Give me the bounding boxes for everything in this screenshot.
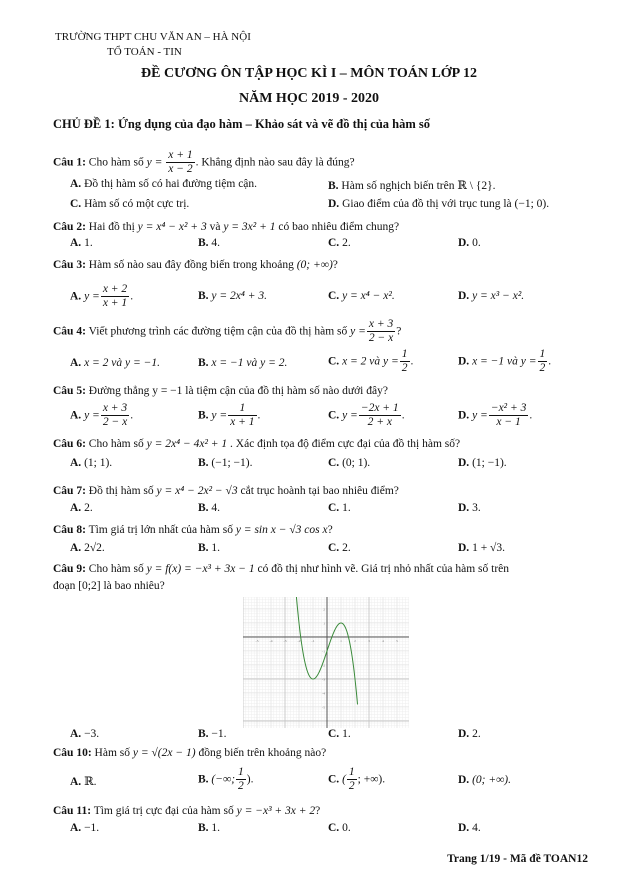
- option-11d[interactable]: [458, 822, 481, 834]
- option-text: 4.: [208, 237, 221, 249]
- option-text: .: [529, 409, 533, 422]
- question-4: [53, 318, 401, 345]
- option-5a[interactable]: [70, 402, 133, 429]
- question-text: Đường thẳng y = −1 là tiệm cận của đồ thị hàm số nào dưới đây?: [85, 385, 388, 397]
- option-text: y = x⁴ − x².: [339, 290, 395, 302]
- option-6d[interactable]: [458, 457, 507, 469]
- option-text: 1.: [208, 542, 221, 554]
- option-text: (0; 1).: [339, 457, 371, 469]
- topic-label: CHỦ ĐỀ 1:: [53, 117, 115, 131]
- math-expr: y = x⁴ − x² + 3: [137, 221, 207, 233]
- option-6c[interactable]: [328, 457, 370, 469]
- option-text: .: [410, 355, 414, 368]
- option-text: .: [130, 290, 134, 303]
- option-11c[interactable]: [328, 822, 351, 834]
- option-text: .: [257, 409, 261, 422]
- y-tick-label: -1: [322, 649, 325, 654]
- option-8b[interactable]: [198, 542, 220, 554]
- x-tick-label: -5: [255, 639, 259, 643]
- denominator: x + 1: [230, 416, 255, 429]
- option-text: 4.: [208, 502, 221, 514]
- question-text: Tìm giá trị cực đại của hàm số: [91, 805, 237, 817]
- option-5c[interactable]: [328, 402, 405, 429]
- option-2b[interactable]: [198, 237, 220, 249]
- question-5: [53, 385, 388, 397]
- option-key: A.: [70, 457, 82, 469]
- option-key: D.: [458, 409, 470, 422]
- option-text: (1; −1).: [469, 457, 507, 469]
- option-5d[interactable]: [458, 402, 532, 429]
- option-key: B.: [198, 357, 209, 369]
- option-text: Đồ thị hàm số có hai đường tiệm cận.: [81, 178, 258, 190]
- question-text: Tìm giá trị lớn nhất của hàm số: [85, 524, 236, 536]
- option-key: A.: [70, 542, 82, 554]
- question-label: Câu 3:: [53, 259, 86, 271]
- y-tick-label: -2: [322, 663, 325, 668]
- question-label: Câu 10:: [53, 747, 92, 759]
- option-8d[interactable]: [458, 542, 505, 554]
- numerator: 1: [400, 348, 410, 362]
- option-9d[interactable]: [458, 728, 481, 740]
- option-2a[interactable]: [70, 237, 93, 249]
- option-key: B.: [198, 237, 209, 249]
- question-text: . Khẳng định nào sau đây là đúng?: [195, 156, 355, 169]
- option-9a[interactable]: [70, 728, 99, 740]
- fraction: [101, 283, 129, 310]
- question-text: ?: [396, 325, 402, 338]
- option-key: A.: [70, 776, 82, 788]
- option-text: ).: [246, 773, 254, 786]
- question-text: ?: [327, 524, 333, 536]
- option-9b[interactable]: [198, 728, 227, 740]
- option-key: D.: [458, 728, 470, 740]
- denominator: x − 1: [496, 416, 521, 429]
- option-text: 4.: [469, 822, 481, 834]
- option-2d[interactable]: [458, 237, 481, 249]
- question-text: Cho hàm số: [85, 563, 147, 575]
- fraction: [489, 402, 529, 429]
- math-expr: (: [339, 773, 346, 786]
- x-tick-label: 1: [340, 639, 342, 643]
- option-text: 3.: [469, 502, 481, 514]
- question-11: [53, 805, 320, 817]
- option-text: .: [130, 409, 134, 422]
- option-key: B.: [198, 502, 209, 514]
- option-text: 1 + √3.: [469, 542, 505, 554]
- option-text: 1.: [339, 728, 351, 740]
- function-graph: [243, 597, 409, 728]
- x-tick-label: -2: [297, 639, 301, 643]
- option-4a[interactable]: [70, 357, 160, 369]
- fraction: [367, 318, 395, 345]
- question-text: Hàm số nào sau đây đồng biến trong khoảng: [85, 259, 297, 271]
- option-key: A.: [70, 237, 82, 249]
- option-text: Hàm số nghịch biến trên ℝ \ {2}.: [338, 180, 496, 192]
- question-label: Câu 8:: [53, 524, 86, 536]
- numerator: x + 3: [367, 318, 395, 332]
- option-key: D.: [458, 355, 470, 368]
- option-text: Giao điểm của đồ thị với trục tung là (−1; 0).: [339, 198, 550, 210]
- option-key: A.: [70, 822, 82, 834]
- fraction: [166, 149, 194, 176]
- option-key: C.: [70, 198, 82, 210]
- question-text: Cho hàm số: [85, 156, 147, 169]
- x-tick-label: -3: [283, 639, 287, 643]
- option-7c[interactable]: [328, 502, 351, 514]
- math-expr: y = x⁴ − 2x² − √3: [156, 485, 238, 497]
- math-expr: y = sin x − √3 cos x: [235, 524, 328, 536]
- option-key: B.: [328, 180, 339, 192]
- option-4c[interactable]: [328, 348, 413, 375]
- option-4d[interactable]: [458, 348, 551, 375]
- option-text: 2.: [81, 502, 93, 514]
- option-3a[interactable]: [70, 283, 133, 310]
- question-10: [53, 747, 326, 759]
- option-text: (−1; −1).: [208, 457, 253, 469]
- option-8a[interactable]: [70, 542, 105, 554]
- question-label: Câu 5:: [53, 385, 86, 397]
- math-expr: x = 2 và y =: [339, 355, 399, 368]
- option-text: (0; +∞).: [469, 774, 512, 786]
- option-key: B.: [198, 822, 209, 834]
- question-text: ?: [332, 259, 338, 271]
- option-key: D.: [458, 457, 470, 469]
- option-4b[interactable]: [198, 357, 287, 369]
- denominator: 2 − x: [102, 416, 128, 429]
- y-tick-label: -4: [322, 691, 325, 696]
- option-text: .: [401, 409, 405, 422]
- math-expr: y = 2x⁴ − 4x² + 1: [146, 438, 228, 450]
- numerator: x + 2: [101, 283, 129, 297]
- x-tick-label: -4: [269, 639, 273, 643]
- option-7a[interactable]: [70, 502, 93, 514]
- option-key: C.: [328, 773, 340, 786]
- option-text: .: [548, 355, 552, 368]
- option-key: D.: [458, 542, 470, 554]
- question-label: Câu 1:: [53, 156, 86, 169]
- math-expr: y =: [350, 325, 366, 338]
- option-key: A.: [70, 178, 82, 190]
- y-tick-label: -3: [322, 677, 325, 682]
- question-text: cắt trục hoành tại bao nhiêu điểm?: [237, 485, 399, 497]
- option-text: y = 2x⁴ + 3.: [208, 290, 268, 302]
- option-10a[interactable]: [70, 774, 97, 788]
- option-1d[interactable]: [328, 198, 549, 210]
- math-expr: (0; +∞): [296, 259, 333, 271]
- denominator: x − 2: [168, 163, 193, 176]
- option-11a[interactable]: [70, 822, 99, 834]
- option-6a[interactable]: [70, 457, 112, 469]
- option-key: A.: [70, 357, 82, 369]
- option-10b[interactable]: [198, 766, 254, 793]
- option-key: C.: [328, 355, 340, 368]
- option-text: 0.: [469, 237, 481, 249]
- option-key: C.: [328, 457, 340, 469]
- option-key: B.: [198, 290, 209, 302]
- option-text: x = 2 và y = −1.: [81, 357, 161, 369]
- math-expr: y = 3x² + 1: [223, 221, 276, 233]
- option-key: D.: [458, 774, 470, 786]
- option-2c[interactable]: [328, 237, 351, 249]
- option-key: D.: [328, 198, 340, 210]
- question-text: Đồ thị hàm số: [85, 485, 157, 497]
- option-text: 2.: [339, 542, 351, 554]
- option-3b[interactable]: [198, 290, 267, 302]
- option-key: C.: [328, 237, 340, 249]
- numerator: −2x + 1: [359, 402, 401, 416]
- topic-text: Ứng dụng của đạo hàm – Khảo sát và vẽ đồ thị của hàm số: [114, 117, 431, 131]
- option-1b[interactable]: [328, 178, 496, 192]
- option-key: C.: [328, 542, 340, 554]
- option-1c[interactable]: [70, 198, 189, 210]
- denominator: 2: [401, 362, 408, 375]
- question-9-line2: đoạn [0;2] là bao nhiêu?: [53, 580, 165, 592]
- y-tick-label: -5: [322, 705, 325, 710]
- fraction: [101, 402, 129, 429]
- option-10d[interactable]: [458, 774, 511, 786]
- question-text: có đồ thị như hình vẽ. Giá trị nhỏ nhất của hàm số trên: [254, 563, 510, 575]
- numerator: 1: [228, 402, 256, 416]
- denominator: 2: [238, 780, 244, 793]
- option-7b[interactable]: [198, 502, 220, 514]
- question-label: Câu 7:: [53, 485, 86, 497]
- x-tick-label: -1: [311, 639, 315, 643]
- option-text: −3.: [81, 728, 100, 740]
- question-text: đồng biến trên khoảng nào?: [195, 747, 327, 759]
- question-text: và: [206, 221, 224, 233]
- question-label: Câu 6:: [53, 438, 86, 450]
- math-expr: y = −x³ + 3x + 2: [236, 805, 316, 817]
- numerator: −x² + 3: [489, 402, 529, 416]
- option-10c[interactable]: [328, 766, 385, 793]
- question-text: Viết phương trình các đường tiệm cận của đồ thị hàm số: [85, 325, 351, 338]
- question-9: [53, 563, 509, 575]
- option-key: B.: [198, 457, 209, 469]
- x-tick-label: 2: [354, 639, 356, 643]
- denominator: 2: [348, 780, 355, 793]
- option-key: A.: [70, 728, 82, 740]
- option-11b[interactable]: [198, 822, 220, 834]
- question-3: [53, 259, 338, 271]
- math-expr: x = −1 và y =: [469, 355, 537, 368]
- question-text: có bao nhiêu điểm chung?: [275, 221, 400, 233]
- option-key: B.: [198, 542, 209, 554]
- y-tick-label: 1: [323, 621, 325, 626]
- fraction: [359, 402, 401, 429]
- option-8c[interactable]: [328, 542, 351, 554]
- question-label: Câu 11:: [53, 805, 92, 817]
- math-expr: y =: [146, 156, 163, 169]
- denominator: 2: [539, 362, 546, 375]
- option-key: A.: [70, 290, 82, 303]
- fraction: [400, 348, 410, 375]
- option-text: (1; 1).: [81, 457, 113, 469]
- denominator: x + 1: [102, 297, 128, 310]
- document-title: ĐỀ CƯƠNG ÔN TẬP HỌC KÌ I – MÔN TOÁN LỚP 12: [141, 66, 477, 81]
- option-text: x = −1 và y = 2.: [208, 357, 288, 369]
- option-key: D.: [458, 237, 470, 249]
- option-key: B.: [198, 728, 209, 740]
- option-text: 2√2.: [81, 542, 105, 554]
- option-9c[interactable]: [328, 728, 351, 740]
- option-1a[interactable]: [70, 178, 257, 190]
- x-tick-label: 3: [368, 639, 370, 643]
- numerator: x + 3: [101, 402, 129, 416]
- option-key: A.: [70, 502, 82, 514]
- denominator: 2 + x: [367, 416, 392, 429]
- question-label: Câu 4:: [53, 325, 86, 338]
- math-expr: y = f(x) = −x³ + 3x − 1: [146, 563, 255, 575]
- question-label: Câu 2:: [53, 221, 86, 233]
- fraction: [228, 402, 256, 429]
- department-name: TỔ TOÁN - TIN: [107, 46, 182, 58]
- math-expr: y =: [84, 290, 100, 303]
- option-key: B.: [198, 773, 209, 786]
- question-text: Cho hàm số: [85, 438, 147, 450]
- school-name: TRƯỜNG THPT CHU VĂN AN – HÀ NỘI: [55, 31, 251, 43]
- math-expr: y =: [211, 409, 228, 422]
- option-6b[interactable]: [198, 457, 253, 469]
- option-key: D.: [458, 290, 470, 302]
- option-key: C.: [328, 290, 340, 302]
- option-text: −1.: [208, 728, 227, 740]
- option-5b[interactable]: [198, 402, 260, 429]
- question-text: Hai đồ thị: [85, 221, 138, 233]
- question-text: ?: [315, 805, 321, 817]
- option-text: 1.: [339, 502, 351, 514]
- numerator: x + 1: [166, 149, 194, 163]
- question-6: [53, 438, 460, 450]
- numerator: 1: [236, 766, 246, 780]
- option-text: 1.: [81, 237, 93, 249]
- fraction: [347, 766, 357, 793]
- option-key: D.: [458, 822, 470, 834]
- question-7: [53, 485, 399, 497]
- math-expr: y =: [84, 409, 100, 422]
- option-key: A.: [70, 409, 82, 422]
- math-expr: (−∞;: [208, 773, 236, 786]
- option-text: Hàm số có một cực trị.: [81, 198, 190, 210]
- option-key: C.: [328, 822, 340, 834]
- option-3d[interactable]: [458, 290, 524, 302]
- option-key: C.: [328, 502, 340, 514]
- question-text: . Xác định tọa độ điểm cực đại của đồ thị hàm số?: [227, 438, 461, 450]
- question-text: Hàm số: [91, 747, 133, 759]
- topic-heading: [53, 117, 430, 132]
- question-label: Câu 9:: [53, 563, 86, 575]
- math-expr: y =: [472, 409, 488, 422]
- option-text: 2.: [469, 728, 481, 740]
- numerator: 1: [538, 348, 548, 362]
- fraction: [236, 766, 246, 793]
- option-text: −1.: [81, 822, 100, 834]
- x-tick-label: 5: [396, 639, 398, 643]
- option-key: C.: [328, 728, 340, 740]
- numerator: 1: [347, 766, 357, 780]
- question-2: [53, 221, 399, 233]
- page-footer: Trang 1/19 - Mã đề TOAN12: [447, 853, 588, 865]
- option-text: 0.: [339, 822, 351, 834]
- option-text: ; +∞).: [357, 773, 386, 786]
- option-text: 1.: [208, 822, 221, 834]
- option-text: ℝ.: [81, 776, 97, 788]
- question-1: [53, 149, 355, 176]
- option-key: C.: [328, 409, 340, 422]
- y-tick-label: 2: [323, 607, 325, 612]
- option-3c[interactable]: [328, 290, 395, 302]
- option-7d[interactable]: [458, 502, 481, 514]
- math-expr: y =: [342, 409, 358, 422]
- fraction: [538, 348, 548, 375]
- denominator: 2 − x: [368, 332, 394, 345]
- question-8: [53, 524, 333, 536]
- school-year: NĂM HỌC 2019 - 2020: [239, 91, 379, 106]
- x-tick-label: 4: [382, 639, 384, 643]
- option-text: y = x³ − x².: [469, 290, 525, 302]
- option-key: B.: [198, 409, 209, 422]
- option-key: D.: [458, 502, 470, 514]
- math-expr: y = √(2x − 1): [132, 747, 196, 759]
- option-text: 2.: [339, 237, 351, 249]
